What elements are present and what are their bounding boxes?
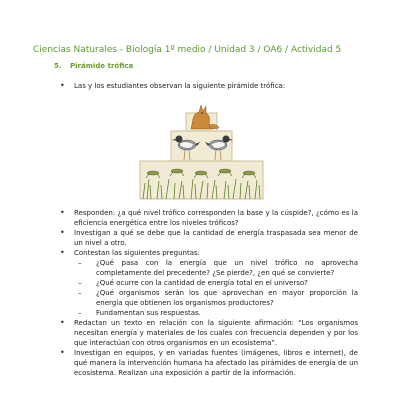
activity-content xyxy=(58,208,358,378)
sub-item: – ¿Qué pasa con la energía que un nivel trófico no aprovecha completamente del precedente? ¿Se pierde?, ¿en qué se convierte? xyxy=(74,258,358,278)
bullet-item: • Redactan un texto en relación con la siguiente afirmación: “Los organismos necesitan energía y materiales de los cuales con frecuencia dependen y por los que interactúan con otros organismos en un ecosistema”. xyxy=(58,318,358,348)
trophic-pyramid-figure xyxy=(139,99,264,201)
pyramid-base-level xyxy=(140,161,263,199)
sub-item: – Fundamentan sus respuestas. xyxy=(74,308,358,318)
sub-item: – ¿Qué ocurre con la cantidad de energía total en el universo? xyxy=(74,278,358,288)
intro-list xyxy=(58,81,358,91)
section-number: 5. xyxy=(54,62,62,70)
section-title: Pirámide trófica xyxy=(70,62,134,70)
breadcrumb: Ciencias Naturales - Biología 1º medio / Unidad 3 / OA6 / Actividad 5 xyxy=(33,45,342,55)
sub-item: – ¿Qué organismos serán los que aprovechan en mayor proporción la energía que obtienen los organismos productores? xyxy=(74,288,358,308)
bullet-text: Contestan las siguientes preguntas: xyxy=(74,249,201,257)
bullet-item: • Investigan en equipos, y en variadas fuentes (imágenes, libros e internet), de qué manera la intervención humana ha afectado las pirámides de energía de un ecosistema. Realizan una exposición a partir de la información. xyxy=(58,348,358,378)
intro-text: • Las y los estudiantes observan la siguiente pirámide trófica: xyxy=(58,81,358,91)
bullet-item: • Responden: ¿a qué nivel trófico corresponden la base y la cúspide?, ¿cómo es la eficiencia energética entre los niveles tróficos? xyxy=(58,208,358,228)
bullet-item: • Investigan a qué se debe que la cantidad de energía traspasada sea menor de un nivel a otro. xyxy=(58,228,358,248)
bullet-item xyxy=(58,248,358,318)
section-heading xyxy=(54,62,133,70)
sub-list xyxy=(74,258,358,318)
